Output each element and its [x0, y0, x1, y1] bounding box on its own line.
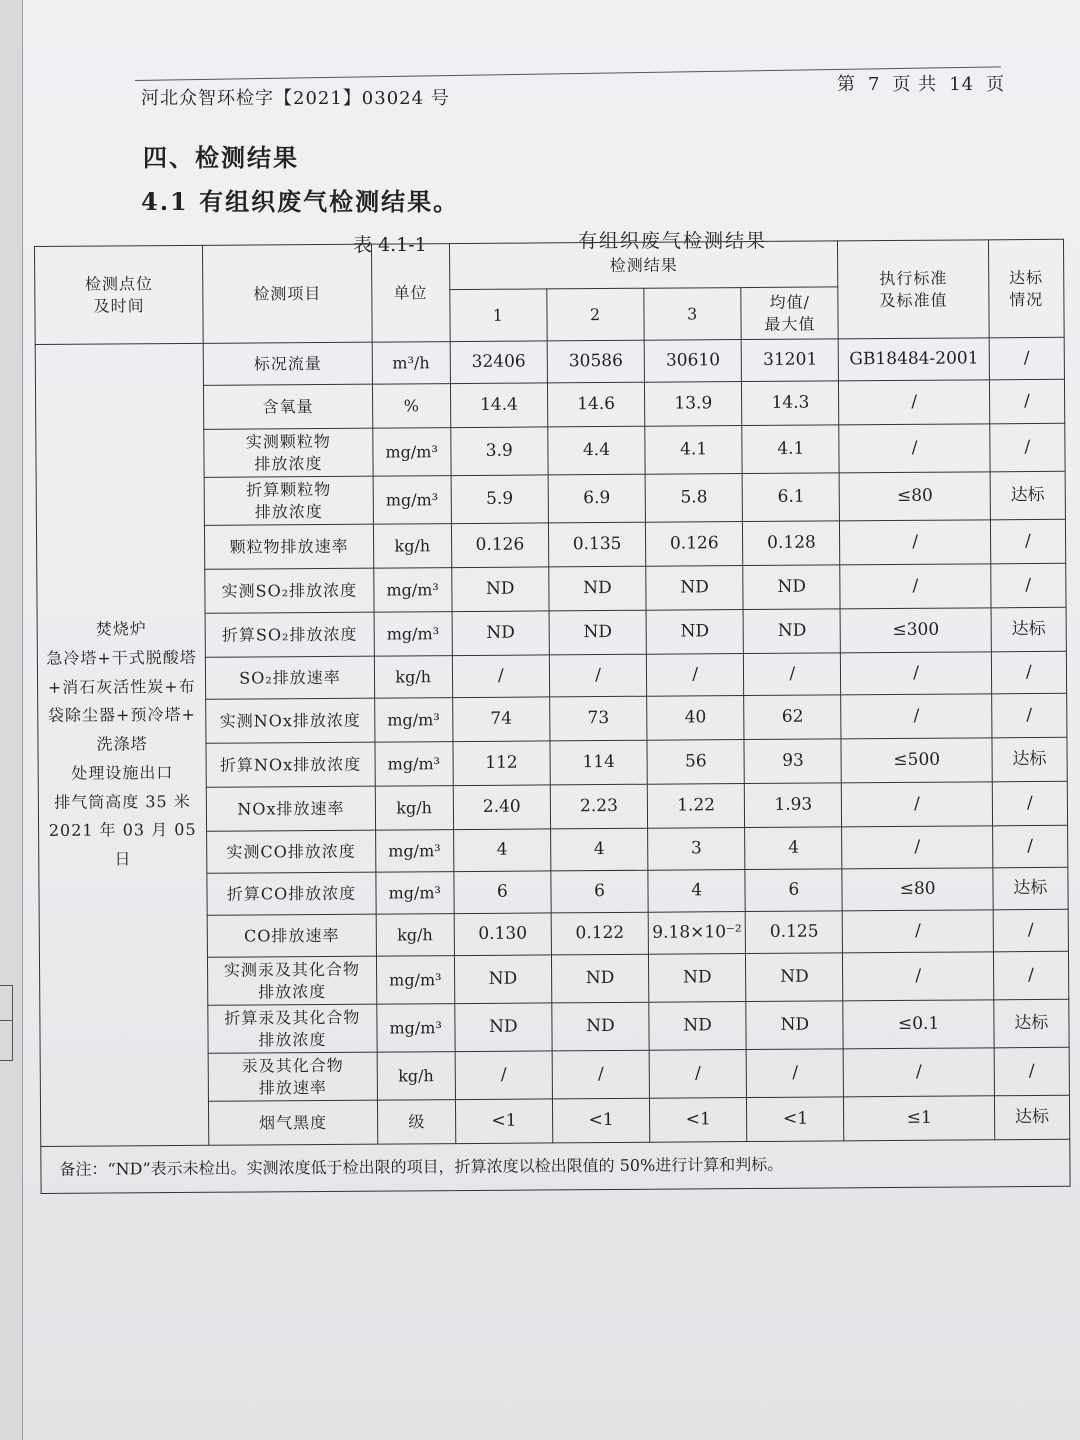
item-cell: 汞及其化合物 排放速率 — [208, 1052, 377, 1101]
unit-cell: kg/h — [373, 524, 451, 569]
result-3-cell: / — [649, 1050, 747, 1099]
avg-max-cell: 31201 — [741, 339, 838, 382]
standard-cell: / — [841, 694, 992, 739]
compliance-cell: / — [992, 781, 1068, 826]
compliance-cell: 达标 — [990, 471, 1066, 520]
standard-cell: ≤500 — [841, 738, 992, 783]
avg-max-cell: ND — [743, 609, 840, 654]
standard-cell: ≤300 — [841, 608, 992, 653]
avg-max-cell: ND — [746, 953, 844, 1002]
header-standard: 执行标准 及标准值 — [838, 240, 989, 339]
result-3-cell: 40 — [647, 696, 744, 741]
result-2-cell: <1 — [552, 1098, 649, 1143]
compliance-cell: / — [992, 825, 1068, 868]
result-1-cell: 112 — [453, 741, 550, 786]
item-cell: 实测CO排放浓度 — [207, 830, 376, 873]
avg-max-cell: <1 — [747, 1097, 844, 1142]
item-cell: 折算汞及其化合物 排放浓度 — [208, 1004, 377, 1053]
unit-cell: mg/m³ — [376, 1004, 454, 1053]
standard-cell: / — [842, 782, 993, 827]
avg-max-cell: 4.1 — [742, 425, 840, 474]
standard-cell: / — [840, 520, 991, 565]
unit-cell: mg/m³ — [373, 476, 451, 525]
standard-cell: ≤80 — [842, 868, 993, 911]
unit-cell: mg/m³ — [374, 612, 452, 657]
avg-max-cell: 0.125 — [745, 911, 842, 954]
item-cell: 实测颗粒物 排放浓度 — [204, 428, 373, 477]
avg-max-cell: 62 — [744, 695, 841, 740]
avg-max-cell: 14.3 — [742, 381, 839, 426]
result-1-cell: <1 — [455, 1099, 552, 1144]
result-1-cell: 6 — [454, 871, 551, 914]
binding-mark — [0, 985, 13, 1061]
item-cell: 实测汞及其化合物 排放浓度 — [208, 956, 377, 1005]
location-cell: 焚烧炉 急冷塔+干式脱酸塔 +消石灰活性炭+布 袋除尘器+预冷塔+ 洗涤塔 处理设施出口 排气筒高度 35 米 2021 年 03 月 05 日 — [35, 343, 209, 1146]
result-1-cell: 3.9 — [451, 427, 549, 476]
standard-cell: / — [839, 424, 990, 473]
document-code: 河北众智环检字【2021】03024 号 — [141, 88, 450, 109]
result-2-cell: / — [549, 654, 646, 697]
unit-cell: kg/h — [376, 914, 454, 957]
table-title: 有组织废气检测结果 — [578, 230, 768, 252]
item-cell: 实测SO₂排放浓度 — [205, 568, 374, 613]
result-1-cell: ND — [452, 611, 549, 656]
unit-cell: mg/m³ — [375, 830, 453, 873]
unit-cell: mg/m³ — [376, 956, 454, 1005]
result-3-cell: / — [646, 654, 743, 697]
result-2-cell: ND — [549, 566, 646, 611]
page-number — [831, 70, 1011, 96]
section-title: 四、检测结果 — [143, 143, 299, 172]
item-cell: 折算CO排放浓度 — [207, 872, 376, 915]
compliance-cell: / — [993, 909, 1069, 952]
result-2-cell: ND — [549, 610, 646, 655]
item-cell: 含氧量 — [204, 384, 373, 429]
unit-cell: kg/h — [375, 786, 453, 831]
result-1-cell: ND — [455, 1003, 553, 1052]
compliance-cell: / — [991, 651, 1067, 694]
result-1-cell: 14.4 — [450, 383, 547, 428]
result-2-cell: 30586 — [547, 340, 644, 383]
table-note: 备注：“ND”表示未检出。实测浓度低于检出限的项目，折算浓度以检出限值的 50%进行计算和判标。 — [41, 1139, 1070, 1193]
unit-cell: m³/h — [372, 342, 450, 385]
result-3-cell: 13.9 — [645, 382, 742, 427]
result-2-cell: 114 — [550, 740, 647, 785]
table-number: 表 4.1-1 — [353, 234, 427, 256]
result-2-cell: 6 — [551, 870, 648, 913]
result-3-cell: ND — [649, 1002, 747, 1051]
compliance-cell: 达标 — [993, 867, 1069, 910]
result-2-cell: ND — [551, 954, 649, 1003]
result-2-cell: 4.4 — [548, 426, 646, 475]
compliance-cell: 达标 — [991, 607, 1067, 652]
avg-max-cell: ND — [743, 565, 840, 610]
unit-cell: mg/m³ — [373, 568, 451, 613]
compliance-cell: / — [990, 563, 1066, 608]
item-cell: 颗粒物排放速率 — [205, 524, 374, 569]
unit-cell: mg/m³ — [375, 742, 453, 787]
header-unit: 单位 — [371, 244, 450, 343]
item-cell: 折算SO₂排放浓度 — [205, 612, 374, 657]
compliance-cell: / — [994, 1047, 1070, 1096]
standard-cell: ≤0.1 — [843, 1000, 994, 1049]
compliance-cell: 达标 — [994, 1095, 1070, 1140]
unit-cell: mg/m³ — [372, 428, 450, 477]
result-3-cell: 4.1 — [645, 426, 743, 475]
standard-cell: / — [844, 1048, 995, 1097]
result-2-cell: 0.122 — [551, 912, 648, 955]
compliance-cell: 达标 — [992, 737, 1068, 782]
header-r3: 3 — [644, 288, 742, 341]
header-r2: 2 — [547, 288, 645, 341]
unit-cell: mg/m³ — [376, 872, 454, 915]
binding-mark-line — [0, 1020, 12, 1021]
page-mid: 页 共 — [892, 74, 938, 95]
standard-cell: / — [843, 910, 994, 953]
standard-cell: / — [843, 952, 994, 1001]
page-current: 7 — [868, 74, 881, 95]
item-cell: SO₂排放速率 — [206, 656, 375, 699]
item-cell: 折算颗粒物 排放浓度 — [204, 476, 373, 525]
item-cell: NOx排放速率 — [207, 786, 376, 831]
page-prefix: 第 — [837, 74, 856, 95]
result-2-cell: 4 — [551, 828, 648, 871]
result-3-cell: 56 — [647, 740, 744, 785]
result-2-cell: 6.9 — [548, 474, 646, 523]
result-2-cell: 73 — [550, 696, 647, 741]
result-1-cell: 2.40 — [453, 785, 550, 830]
compliance-cell: / — [989, 379, 1065, 424]
result-3-cell: 9.18×10⁻² — [648, 912, 745, 955]
results-table-wrapper — [34, 239, 1073, 1208]
avg-max-cell: 4 — [745, 827, 842, 870]
compliance-cell: / — [990, 423, 1066, 472]
item-cell: 烟气黑度 — [209, 1100, 378, 1145]
result-3-cell: 1.22 — [647, 784, 744, 829]
standard-cell: / — [841, 652, 992, 695]
compliance-cell: / — [989, 337, 1065, 380]
item-cell: 标况流量 — [203, 342, 372, 385]
avg-max-cell: 1.93 — [745, 783, 842, 828]
result-2-cell: ND — [552, 1002, 650, 1051]
result-3-cell: 0.126 — [646, 522, 743, 567]
item-cell: 折算NOx排放浓度 — [206, 742, 375, 787]
avg-max-cell: / — [746, 1049, 844, 1098]
result-3-cell: 3 — [648, 828, 745, 871]
unit-cell: kg/h — [374, 656, 452, 699]
standard-cell: / — [839, 380, 990, 425]
result-3-cell: <1 — [650, 1098, 747, 1143]
avg-max-cell: 6 — [745, 869, 842, 912]
avg-max-cell: / — [744, 653, 841, 696]
header-r1: 1 — [450, 289, 548, 342]
result-2-cell: 0.135 — [548, 522, 645, 567]
avg-max-cell: 93 — [744, 739, 841, 784]
standard-cell: / — [840, 564, 991, 609]
standard-cell: ≤80 — [840, 472, 991, 521]
unit-cell: % — [372, 384, 450, 429]
result-3-cell: 5.8 — [645, 474, 743, 523]
result-3-cell: ND — [646, 566, 743, 611]
unit-cell: kg/h — [377, 1052, 455, 1101]
result-1-cell: ND — [454, 955, 552, 1004]
results-body — [35, 337, 1070, 1146]
page-total: 14 — [949, 74, 975, 95]
header-compliance: 达标 情况 — [988, 239, 1064, 338]
results-table — [34, 239, 1071, 1194]
compliance-cell: / — [990, 519, 1066, 564]
result-2-cell: / — [552, 1050, 650, 1099]
item-cell: 实测NOx排放浓度 — [206, 698, 375, 743]
subsection-title: 4.1 有组织废气检测结果。 — [141, 187, 460, 216]
header-avg-max: 均值/ 最大值 — [741, 287, 839, 340]
result-3-cell: ND — [649, 954, 747, 1003]
result-1-cell: 0.126 — [451, 523, 548, 568]
avg-max-cell: ND — [746, 1001, 844, 1050]
result-1-cell: 0.130 — [454, 913, 551, 956]
result-2-cell: 14.6 — [547, 382, 644, 427]
header-results: 检测结果 — [449, 241, 838, 290]
unit-cell: mg/m³ — [374, 698, 452, 743]
standard-cell: GB18484-2001 — [839, 338, 990, 381]
standard-cell: ≤1 — [844, 1096, 995, 1141]
avg-max-cell: 0.128 — [743, 521, 840, 566]
avg-max-cell: 6.1 — [742, 473, 840, 522]
item-cell: CO排放速率 — [207, 914, 376, 957]
result-1-cell: 4 — [453, 829, 550, 872]
compliance-cell: 达标 — [994, 999, 1070, 1048]
compliance-cell: / — [993, 951, 1069, 1000]
header-location: 检测点位 及时间 — [35, 245, 204, 344]
result-3-cell: ND — [646, 610, 743, 655]
result-1-cell: 74 — [452, 697, 549, 742]
page-suffix: 页 — [986, 74, 1006, 95]
result-3-cell: 4 — [648, 870, 745, 913]
result-2-cell: 2.23 — [550, 784, 647, 829]
result-1-cell: 5.9 — [451, 475, 549, 524]
standard-cell: / — [842, 826, 993, 869]
compliance-cell: / — [991, 693, 1067, 738]
unit-cell: 级 — [377, 1100, 455, 1145]
result-1-cell: / — [455, 1051, 553, 1100]
table-row — [35, 337, 1064, 386]
header-item: 检测项目 — [203, 244, 372, 343]
result-1-cell: / — [452, 655, 549, 698]
result-1-cell: 32406 — [450, 341, 547, 384]
result-3-cell: 30610 — [644, 340, 741, 383]
result-1-cell: ND — [452, 567, 549, 612]
